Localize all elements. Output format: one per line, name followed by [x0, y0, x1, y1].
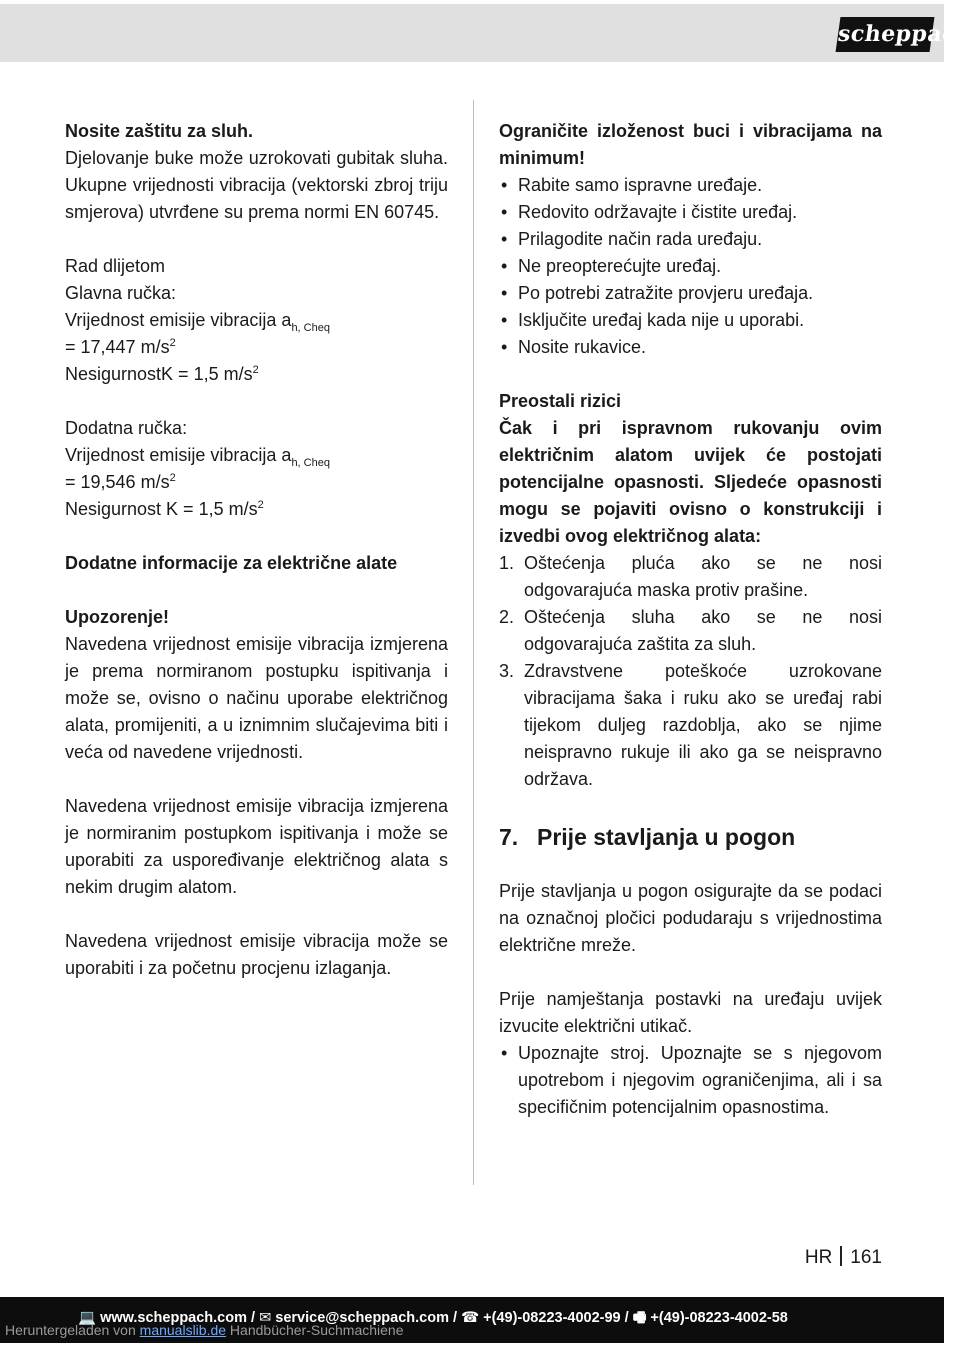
list-item: • Redovito održavajte i čistite uređaj. — [499, 199, 882, 226]
manualslib-link[interactable]: manualslib.de — [139, 1322, 227, 1338]
limit-list — [499, 172, 882, 361]
main-emission-value: = 17,447 $m/s^2$ — [65, 337, 176, 357]
hearing-protection-text: Djelovanje buke može uzrokovati gubitak sluha. Ukupne vrijednosti vibracija (vektorski zbroj triju smjerova) utvrđene su prema normi EN 60745. — [65, 148, 448, 222]
brand-logo: scheppach — [836, 17, 935, 52]
list-item: • Nosite rukavice. — [499, 334, 882, 361]
list-item: 1. Oštećenja pluća ako se ne nosi odgovarajuća maska protiv prašine. — [499, 553, 882, 600]
main-handle-label: Glavna ručka: — [65, 283, 177, 303]
warning-title: Upozorenje! — [65, 607, 170, 627]
aux-emission-value: = 19,546 $m/s^2$ — [65, 472, 176, 492]
download-note: Heruntergeladen von manualslib.de Handbücher-Suchmachiene — [5, 1322, 404, 1338]
section-paragraph: Prije namještanja postavki na uređaju uvijek izvucite električni utikač. — [499, 989, 882, 1036]
column-divider — [473, 100, 474, 1185]
section-paragraph: Prije stavljanja u pogon osigurajte da se podaci na označnoj pločici podudaraju s vrijednostima električne mreže. — [499, 881, 882, 955]
section-heading: 7. Prije stavljanja u pogon — [499, 824, 796, 850]
risks-list — [499, 550, 882, 793]
residual-risks-intro: Čak i pri ispravnom rukovanju ovim električnim alatom uvijek će postojati potencijalne opasnosti. Sljedeće opasnosti mogu se pojaviti ovisno o konstrukciji i izvedbi ovog električnog alata: — [499, 418, 882, 546]
list-item: • Ne preopterećujte uređaj. — [499, 253, 882, 280]
main-emission-line: Vrijednost emisije vibracija $a_{h, Cheq}$ — [65, 310, 330, 334]
list-item: • Upoznajte stroj. Upoznajte se s njegovom upotrebom i njegovim ograničenjima, ali i sa specifičnim potencijalnim opasnostima. — [499, 1040, 882, 1121]
header-bar — [0, 4, 975, 62]
assessment-paragraph: Navedena vrijednost emisije vibracija može se uporabiti i za početnu procjenu izlaganja. — [65, 931, 448, 978]
page-number: HR 161 — [804, 1247, 882, 1268]
aux-handle-label: Dodatna ručka: — [65, 418, 188, 438]
hearing-protection-title: Nosite zaštitu za sluh. — [65, 121, 254, 141]
list-item: • Rabite samo ispravne uređaje. — [499, 172, 882, 199]
warning-text: Navedena vrijednost emisije vibracija izmjerena je prema normiranom postupku ispitivanja i može se, ovisno o načinu uporabe električnog alata, promijeniti, a u iznimnim slučajevima biti i veća od navedene vrijednosti. — [65, 634, 448, 762]
left-column — [65, 118, 448, 982]
aux-emission-line: Vrijednost emisije vibracija $a_{h, Cheq}$ — [65, 445, 330, 469]
chisel-title: Rad dlijetom — [65, 256, 166, 276]
residual-risks-title: Preostali rizici — [499, 391, 622, 411]
main-uncertainty: NesigurnostK = 1,5 $m/s^2$ — [65, 364, 259, 384]
list-item: 2. Oštećenja sluha ako se ne nosi odgovarajuća zaštita za sluh. — [499, 607, 882, 654]
list-item: 3. Zdravstvene poteškoće uzrokovane vibracijama šaka i ruku ako se uređaj rabi tijekom duljeg razdoblja, ako se njime neispravno rukuje ili ako ga se neispravno održava. — [499, 661, 882, 789]
footer-contacts: 💻 www.scheppach.com / ✉ service@scheppach.com / ☎ +(49)-08223-4002-99 / 🖷 +(49)-08223-4002-58 — [78, 1310, 788, 1326]
limit-exposure-title: Ograničite izloženost buci i vibracijama na minimum! — [499, 121, 882, 168]
aux-uncertainty: Nesigurnost K = 1,5 $m/s^2$ — [65, 499, 264, 519]
list-item: • Prilagodite način rada uređaju. — [499, 226, 882, 253]
list-item: • Isključite uređaj kada nije u uporabi. — [499, 307, 882, 334]
footer-bar — [0, 1297, 944, 1343]
extra-info-title: Dodatne informacije za električne alate — [65, 553, 398, 573]
right-column — [499, 118, 882, 1121]
list-item: • Po potrebi zatražite provjeru uređaja. — [499, 280, 882, 307]
comparison-paragraph: Navedena vrijednost emisije vibracija izmjerena je normiranim postupkom ispitivanja i može se uporabiti za uspoređivanje električnog alata s nekim drugim alatom. — [65, 796, 448, 897]
section-list — [499, 1040, 882, 1121]
